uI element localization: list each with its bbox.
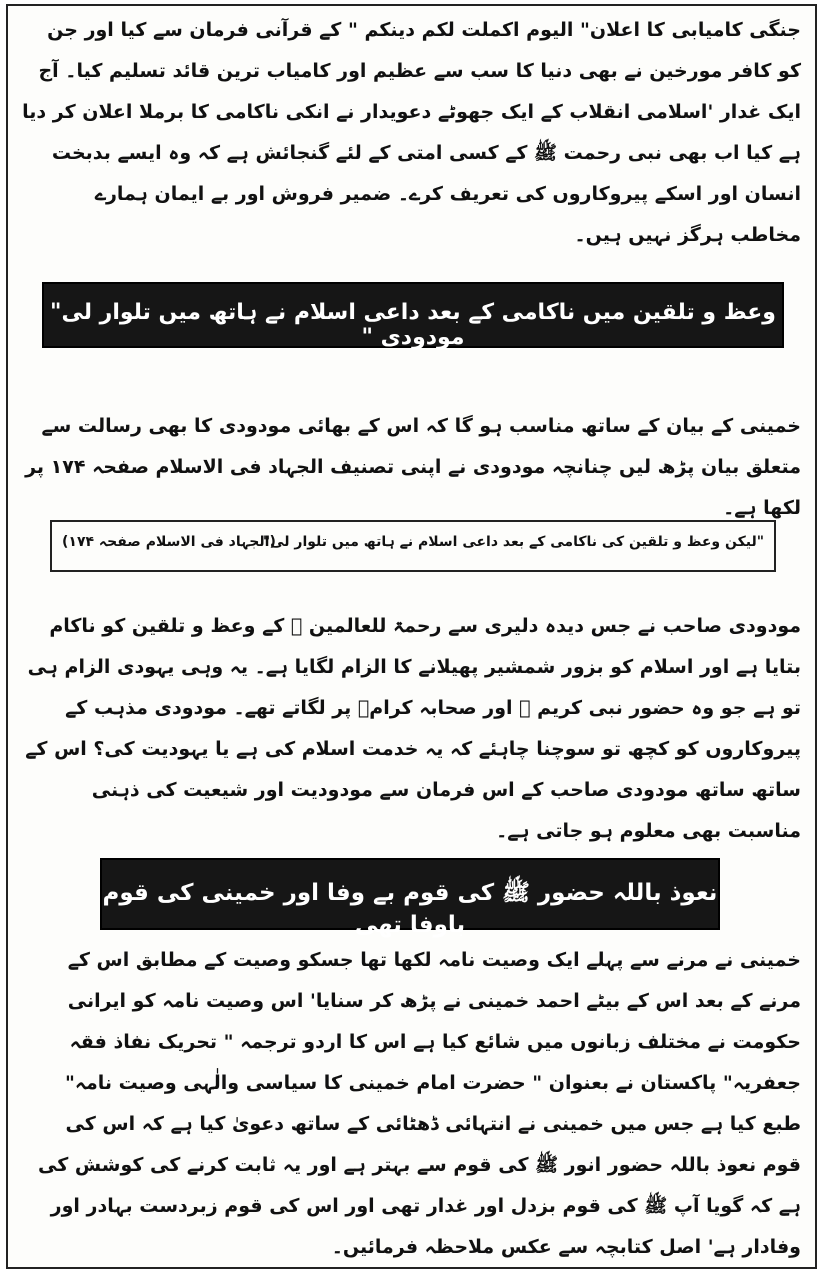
quote-source: (الجہاد فی الاسلام صفحہ ۱۷۴): [62, 534, 276, 550]
paragraph-commentary: مودودی صاحب نے جس دیدہ دلیری سے رحمۃ للعالمین ﷺ کے وعظ و تلقین کو ناکام بتایا ہے اور اسلام کو بزور شمشیر پھیلانے کا الزام لگایا ہے۔ یہ وہی یہودی الزام ہی تو ہے جو وہ حضور نبی کریم ﷺ اور صحابہ کرامؓ پر لگاتے تھے۔ مودودی مذہب کے پیروکاروں کو کچھ تو سوچنا چاہئے کہ یہ خدمت اسلام کی ہے یا یہودیت کی؟ اس کے ساتھ ساتھ مودودی صاحب کے اس فرمان سے مودودیت اور شیعیت کی ذہنی مناسبت بھی معلوم ہو جاتی ہے۔: [25, 615, 801, 842]
paragraph-maududi-intro: خمینی کے بیان کے ساتھ مناسب ہو گا کہ اس کے بھائی مودودی کا بھی رسالت سے متعلق بیان پڑھ لیں چنانچہ مودودی نے اپنی تصنیف الجہاد فی الاسلام صفحہ ۱۷۴ پر لکھا ہے۔: [25, 415, 801, 519]
heading-khomeini-nation: [100, 858, 720, 938]
heading-maududi-sword: [42, 282, 784, 348]
paragraph-intro: جنگی کامیابی کا اعلان" الیوم اکملت لکم دینکم " کے قرآنی فرمان سے کیا اور جن کو کافر مورخین نے بھی دنیا کا سب سے عظیم اور کامیاب ترین قائد تسلیم کیا۔ آج ایک غدار 'اسلامی انقلاب کے ایک جھوٹے دعویدار نے انکی ناکامی کا برملا اعلان کر دیا ہے کیا اب بھی نبی رحمت ﷺ کے کسی امتی کے لئے گنجائش ہے کہ وہ ایسے بدبخت انسان اور اسکے پیروکاروں کی تعریف کرے۔ ضمیر فروش اور بے ایمان ہمارے مخاطب ہرگز نہیں ہیں۔: [22, 19, 801, 246]
paragraph-will: خمینی نے مرنے سے پہلے ایک وصیت نامہ لکھا تھا جسکو وصیت کے مطابق اس کے مرنے کے بعد اس کے بیٹے احمد خمینی نے پڑھ کر سنایا' اس وصیت نامہ کو ایرانی حکومت نے مختلف زبانوں میں شائع کیا ہے اس کا اردو ترجمہ " تحریک نفاذ فقہ جعفریہ" پاکستان نے بعنوان " حضرت امام خمینی کا سیاسی والٰہی وصیت نامہ" طبع کیا ہے جس میں خمینی نے انتہائی ڈھٹائی کے ساتھ دعویٰ کیا ہے کہ اس کی قوم نعوذ باللہ حضور انور ﷺ کی قوم سے بہتر ہے اور یہ ثابت کرنے کی کوشش کی ہے کہ گویا آپ ﷺ کی قوم بزدل اور غدار تھی اور اس کی قوم زبردست بہادر اور وفادار ہے' اصل کتابچہ سے عکس ملاحظہ فرمائیں۔: [38, 949, 801, 1258]
quote-box: [50, 520, 776, 572]
heading-khomeini-text: نعوذ باللہ حضور ﷺ کی قوم بے وفا اور خمینی کی قوم باوفا تھی: [102, 880, 718, 938]
document-page: [6, 4, 817, 1269]
heading-maududi-text: وعظ و تلقین میں ناکامی کے بعد داعی اسلام نے ہاتھ میں تلوار لی" مودودی ": [50, 300, 776, 350]
quote-text: "لیکن وعظ و تلقین کی ناکامی کے بعد داعی اسلام نے ہاتھ میں تلوار لی": [262, 534, 764, 550]
